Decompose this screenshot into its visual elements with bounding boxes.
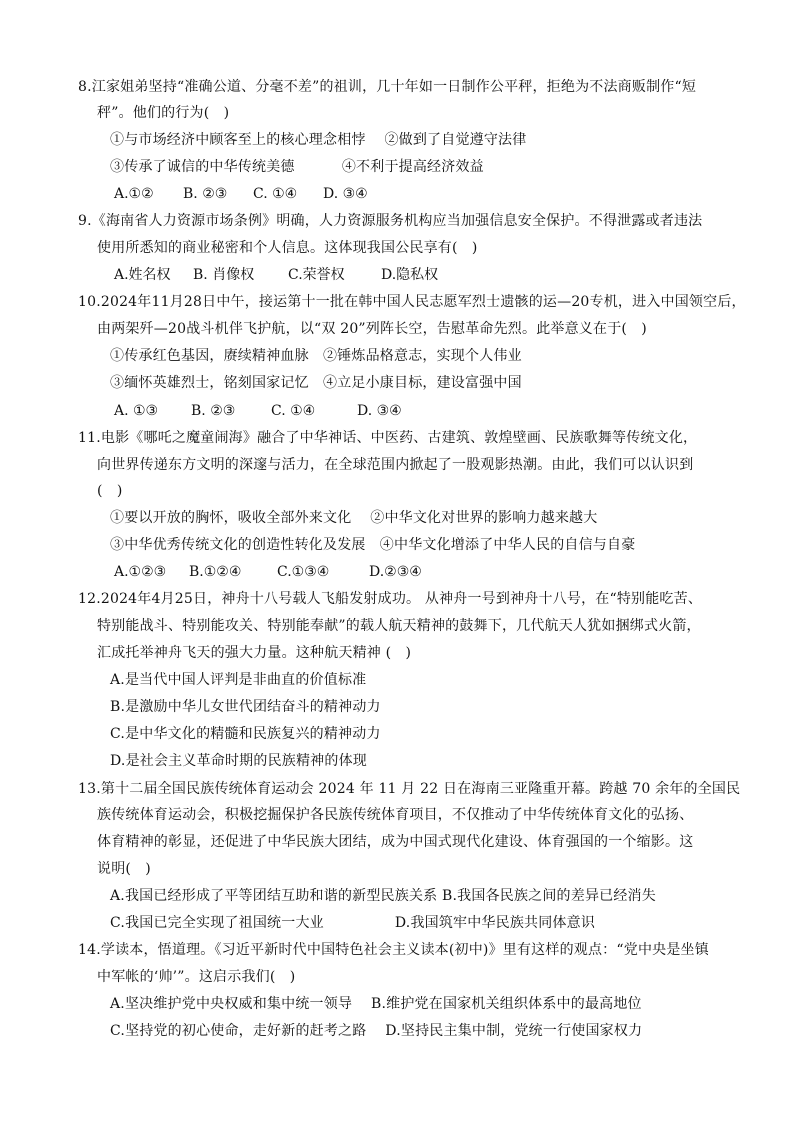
question-11-statement-2: ③中华优秀传统文化的创造性转化及发展 ④中华文化增添了中华人民的自信与自豪: [110, 537, 636, 553]
question-11-stem-line-1: 11.电影《哪吒之魔童闹海》融合了中华神话、中医药、古建筑、敦煌壁画、民族歌舞等传统文化，: [78, 430, 698, 446]
question-8-stem-line-1: 8.江家姐弟坚持“准确公道、分毫不差”的祖训，几十年如一日制作公平秤，拒绝为不法商贩制作“短: [78, 79, 697, 95]
question-8-choice-a[interactable]: A.①②: [114, 186, 154, 202]
question-9-choice-c[interactable]: C.荣誉权: [288, 267, 345, 283]
question-11-choice-b[interactable]: B.①②④: [189, 564, 242, 580]
question-8-choice-b[interactable]: B. ②③: [183, 186, 228, 202]
question-10-stem-line-2: 由两架歼—20战斗机伴飞护航，以“双 20”列阵长空，告慰革命先烈。此举意义在于( ): [97, 321, 647, 337]
question-11-choice-a[interactable]: A.①②③: [114, 564, 167, 580]
question-12-stem-line-3: 汇成托举神舟飞天的强大力量。这种航天精神 ( ): [97, 645, 412, 661]
question-8-statement-1: ①与市场经济中顾客至上的核心理念相悖 ②做到了自觉遵守法律: [110, 132, 527, 148]
question-12-option-d[interactable]: D.是社会主义革命时期的民族精神的体现: [110, 753, 367, 769]
question-10-choice-a[interactable]: A. ①③: [114, 403, 159, 419]
question-12-option-a[interactable]: A.是当代中国人评判是非曲直的价值标准: [110, 672, 367, 688]
question-13-options-line-2[interactable]: C.我国已完全实现了祖国统一大业 D.我国筑牢中华民族共同体意识: [110, 915, 596, 931]
question-9-choice-d[interactable]: D.隐私权: [381, 267, 439, 283]
question-14-stem-line-1: 14.学读本，悟道理。《习近平新时代中国特色社会主义读本(初中)》里有这样的观点：“党中央是坐镇: [78, 942, 709, 958]
question-9-choice-b[interactable]: B. 肖像权: [193, 267, 255, 283]
question-14-options-line-2[interactable]: C.坚持党的初心使命，走好新的赶考之路 D.坚持民主集中制，党统一行使国家权力: [110, 1023, 643, 1039]
question-12-option-c[interactable]: C.是中华文化的精髓和民族复兴的精神动力: [110, 726, 381, 742]
question-14-stem-line-2: 中军帐的‘帅’”。这启示我们( ): [97, 969, 296, 985]
question-14-options-line-1[interactable]: A.坚决维护党中央权威和集中统一领导 B.维护党在国家机关组织体系中的最高地位: [110, 996, 642, 1012]
question-11-statement-1: ①要以开放的胸怀，吸收全部外来文化 ②中华文化对世界的影响力越来越大: [110, 510, 598, 526]
question-11-choice-d[interactable]: D.②③④: [369, 564, 422, 580]
question-13-stem-line-1: 13.第十二届全国民族传统体育运动会 2024 年 11 月 22 日在海南三亚隆重开幕。跨越 70 余年的全国民: [78, 781, 741, 797]
question-10-choice-c[interactable]: C. ①④: [271, 403, 316, 419]
question-13-stem-line-3: 体育精神的彰显，还促进了中华民族大团结，成为中国式现代化建设、体育强国的一个缩影。这: [97, 834, 694, 850]
question-12-stem-line-1: 12.2024年4月25日，神舟十八号载人飞船发射成功。 从神舟一号到神舟十八号，在“特别能吃苦、: [78, 591, 703, 607]
question-9-stem-line-2: 使用所悉知的商业秘密和个人信息。这体现我国公民享有( ): [97, 240, 478, 256]
question-9-stem-line-1: 9.《海南省人力资源市场条例》明确，人力资源服务机构应当加强信息安全保护。不得泄露或者违法: [78, 213, 703, 229]
question-11-stem-line-3: ( ): [97, 483, 123, 499]
question-13-stem-line-2: 族传统体育运动会，积极挖掘保护各民族传统体育项目，不仅推动了中华传统体育文化的弘扬、: [97, 807, 694, 823]
question-10-stem-line-1: 10.2024年11月28日中午，接运第十一批在韩中国人民志愿军烈士遗骸的运—20专机，进入中国领空后，: [78, 294, 746, 310]
question-12-option-b[interactable]: B.是激励中华儿女世代团结奋斗的精神动力: [110, 699, 381, 715]
question-8-choice-d[interactable]: D. ③④: [323, 186, 368, 202]
question-12-stem-line-2: 特别能战斗、特别能攻关、特别能奉献”的载人航天精神的鼓舞下，几代航天人犹如捆绑式火箭，: [97, 618, 701, 634]
question-11-choice-c[interactable]: C.①③④: [277, 564, 330, 580]
question-8-stem-line-2: 秤”。他们的行为( ): [97, 105, 230, 121]
question-10-statement-2: ③缅怀英雄烈士，铭刻国家记忆 ④立足小康目标，建设富强中国: [110, 375, 522, 391]
question-11-stem-line-2: 向世界传递东方文明的深邃与活力，在全球范围内掀起了一股观影热潮。由此，我们可以认识到: [97, 457, 694, 473]
question-13-options-line-1[interactable]: A.我国已经形成了平等团结互助和谐的新型民族关系 B.我国各民族之间的差异已经消失: [110, 888, 656, 904]
question-13-stem-line-4: 说明( ): [97, 861, 151, 877]
question-10-choice-d[interactable]: D. ③④: [357, 403, 402, 419]
question-10-choice-b[interactable]: B. ②③: [191, 403, 236, 419]
question-10-statement-1: ①传承红色基因，赓续精神血脉 ②锤炼品格意志，实现个人伟业: [110, 348, 522, 364]
question-8-choice-c[interactable]: C. ①④: [253, 186, 298, 202]
question-8-statement-2: ③传承了诚信的中华传统美德 ④不利于提高经济效益: [110, 159, 484, 175]
question-9-choice-a[interactable]: A.姓名权: [114, 267, 171, 283]
